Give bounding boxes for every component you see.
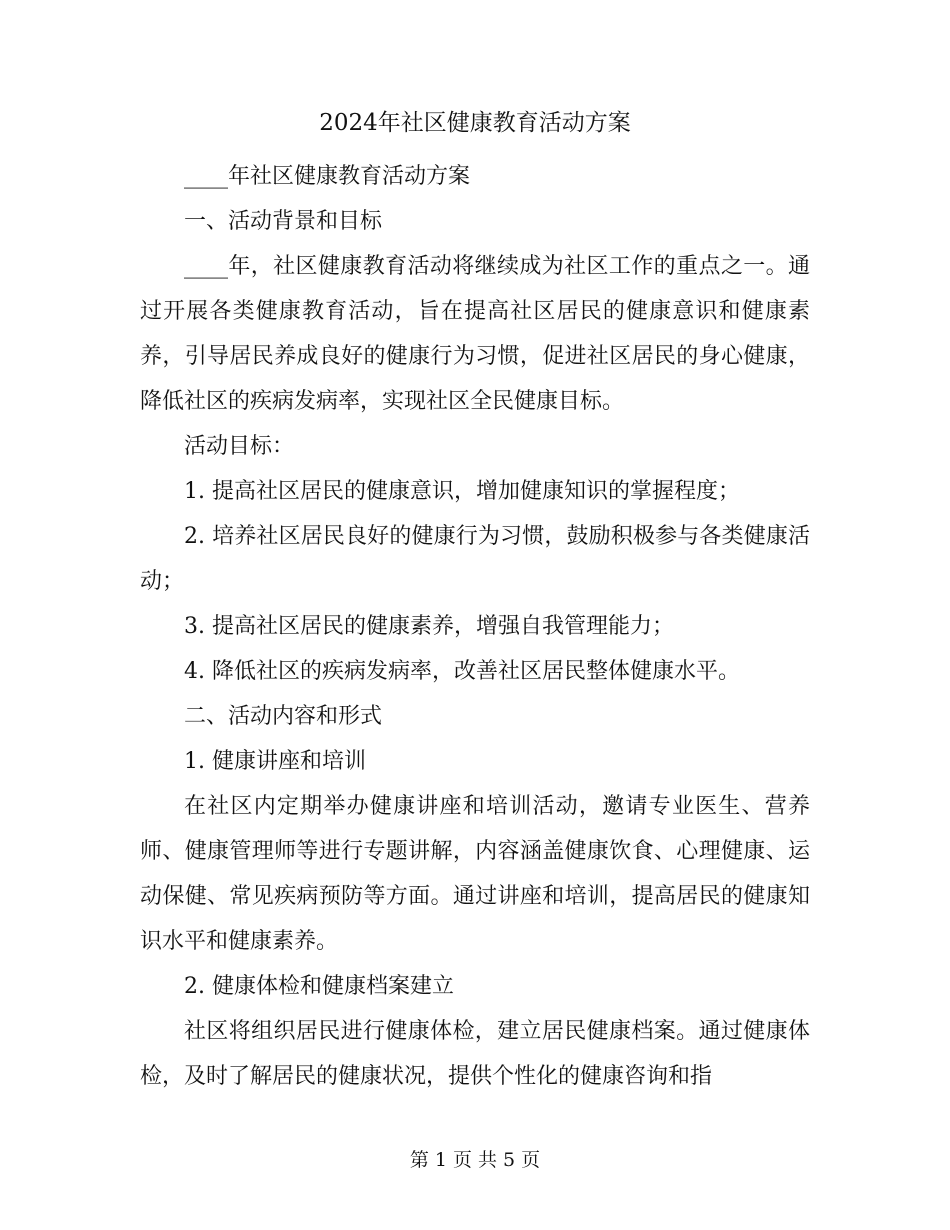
section-heading-background: 一、活动背景和目标 [184,209,383,234]
list-item-goal-2: 2. 培养社区居民良好的健康行为习惯，鼓励积极参与各类健康活动； [140,524,810,594]
document-body [140,154,810,1099]
list-item-goal-4: 4. 降低社区的疾病发病率，改善社区居民整体健康水平。 [184,659,740,684]
subheading-checkups: 2. 健康体检和健康档案建立 [184,974,454,999]
paragraph-subtitle: ____年社区健康教育活动方案 [184,164,471,189]
page-number-footer: 第 1 页 共 5 页 [409,1149,541,1171]
list-item-goal-3: 3. 提高社区居民的健康素养，增强自我管理能力； [184,614,674,639]
section-heading-content: 二、活动内容和形式 [184,704,383,729]
paragraph-checkups: 社区将组织居民进行健康体检，建立居民健康档案。通过健康体检，及时了解居民的健康状况，提供个性化的健康咨询和指 [140,1019,810,1089]
paragraph-goals-label: 活动目标： [184,434,295,459]
subheading-lectures: 1. 健康讲座和培训 [184,749,366,774]
document-title: 2024年社区健康教育活动方案 [319,110,631,136]
list-item-goal-1: 1. 提高社区居民的健康意识，增加健康知识的掌握程度； [184,479,740,504]
paragraph-lectures: 在社区内定期举办健康讲座和培训活动，邀请专业医生、营养师、健康管理师等进行专题讲解，内容涵盖健康饮食、心理健康、运动保健、常见疾病预防等方面。通过讲座和培训，提高居民的健康知识水平和健康素养。 [140,794,810,954]
paragraph-background: ____年，社区健康教育活动将继续成为社区工作的重点之一。通过开展各类健康教育活动，旨在提高社区居民的健康意识和健康素养，引导居民养成良好的健康行为习惯，促进社区居民的身心健康，降低社区的疾病发病率，实现社区全民健康目标。 [140,254,810,414]
